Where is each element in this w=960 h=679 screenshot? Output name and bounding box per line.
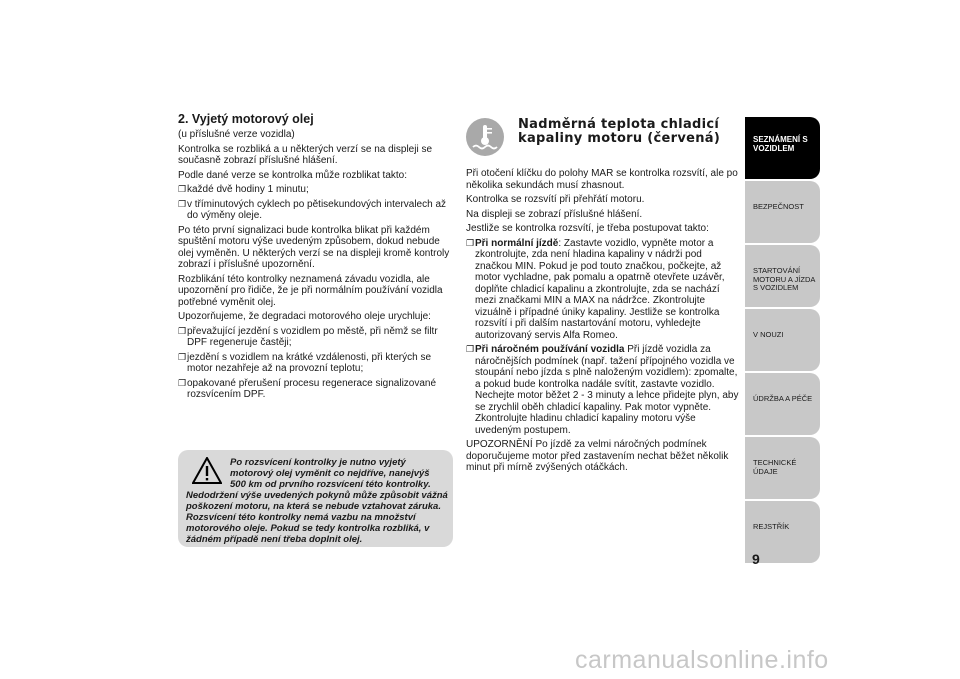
chapter-tabs — [745, 117, 820, 565]
paragraph: Při otočení klíčku do polohy MAR se kontrolka rozsvítí, ale po několika sekundách musí zhasnout. — [466, 168, 738, 191]
list-item: ❐ každé dvě hodiny 1 minutu; — [178, 184, 309, 195]
tab-seznameni[interactable]: SEZNÁMENÍ S VOZIDLEM — [745, 117, 820, 179]
item-label: Při náročném používání vozidla — [475, 344, 625, 355]
section-subheading: (u příslušné verze vozidla) — [178, 129, 295, 140]
watermark: carmanualsonline.info — [575, 646, 829, 674]
item-text: : Zastavte vozidlo, vypněte motor a zkontrolujte, zda není hladina kapaliny v nádrži pod značkou MIN. Pokud je pod touto značkou, počkejte, až motor vychladne, pak pomalu a opatrně otevřete uzávěr, doplňte chladicí kapalinu a zkontrolujte, zda se nachází mezi značkami MIN a MAX na nádržce. Zkontrolujte vizuálně i případné úniky kapaliny. Jestliže se kontrolka rozsvítí i při dalším nastartování motoru, vyhledejte autorizovaný servis Alfa Romeo. — [475, 237, 725, 341]
tab-bezpecnost[interactable]: BEZPEČNOST — [745, 181, 820, 243]
paragraph: Kontrolka se rozsvítí při přehřátí motoru. — [466, 194, 645, 205]
coolant-temperature-icon — [466, 118, 504, 156]
list-item: ❐ jezdění s vozidlem na krátké vzdálenosti, při kterých se motor nezahřeje až na provozní teplotu; — [178, 351, 431, 374]
list-item: ❐ převažující jezdění s vozidlem po městě, při němž se filtr DPF regeneruje častěji; — [178, 325, 438, 348]
item-label: Při normální jízdě — [475, 237, 559, 249]
page-number: 9 — [752, 551, 760, 567]
paragraph: Rozblikání této kontrolky neznamená závadu vozidla, ale upozornění pro řidiče, že je při normálním používání vozidla potřebné vyměnit olej. — [178, 273, 443, 308]
tab-udrzba[interactable]: ÚDRŽBA A PÉČE — [745, 373, 820, 435]
list-item: ❐ opakované přerušení procesu regenerace signalizované rozsvícením DPF. — [178, 377, 437, 400]
paragraph: Po této první signalizaci bude kontrolka blikat při každém spuštění motoru výše uvedeným způsobem, dokud nebude olej vyměněn. U některých verzí se na displeji kromě kontroly zobrazí i příslušné upozornění. — [178, 224, 450, 270]
right-column — [466, 168, 740, 477]
section-heading: 2. Vyjetý motorový olej — [178, 112, 314, 126]
paragraph: Kontrolka se rozbliká a u některých verzí se na displeji se současně zobrazí příslušné hlášení. — [178, 143, 433, 166]
checkbox-bullet-icon: ❐ — [178, 198, 187, 209]
checkbox-bullet-icon: ❐ — [466, 237, 475, 248]
list-item: ❐ v tříminutových cyklech po pětisekundových intervalech až do výměny oleje. — [178, 198, 447, 221]
checkbox-bullet-icon: ❐ — [466, 344, 475, 354]
paragraph: Jestliže se kontrolka rozsvítí, je třeba postupovat takto: — [466, 223, 709, 234]
checkbox-bullet-icon: ❐ — [178, 351, 187, 362]
paragraph: Upozorňujeme, že degradaci motorového oleje urychluje: — [178, 311, 431, 322]
paragraph: Na displeji se zobrazí příslušné hlášení. — [466, 208, 643, 220]
warning-text: Po rozsvícení kontrolky je nutno vyjetý motorový olej vyměnit co nejdříve, nanejvýš 500 km od prvního rozsvícení této kontrolky. Nedodržení výše uvedených pokynů může způsobit vážná poškození motoru, na která se nebude vztahovat záruka. Rozsvícení této kontrolky nemá vazbu na množství motorového oleje. Pokud se tedy kontrolka rozbliká, v žádném případě není třeba doplnit olej. — [186, 457, 448, 545]
tab-technicke-udaje[interactable]: TECHNICKÉ ÚDAJE — [745, 437, 820, 499]
tab-rejstrik[interactable]: REJSTŘÍK — [745, 501, 820, 563]
item-text: Při jízdě vozidla za náročnějších podmínek (např. tažení přípojného vozidla ve stoupání nebo jízda s plně naloženým vozidlem): zpomalte, a pokud bude kontrolka nadále svítit, zastavte vozidlo. Nechejte motor běžet 2 - 3 minuty a lehce přidejte plyn, aby se zrychlil oběh chladicí kapaliny. Pak motor vypněte. Zkontrolujte hladinu chladicí kapaliny motoru výše uvedeným postupem. — [475, 344, 739, 436]
warning-box — [178, 450, 453, 547]
warning-text-wrap — [186, 457, 448, 545]
list-item — [466, 344, 740, 436]
checkbox-bullet-icon: ❐ — [178, 325, 187, 336]
list-item — [466, 238, 740, 342]
left-column — [178, 113, 453, 404]
paragraph: UPOZORNĚNÍ Po jízdě za velmi náročných podmínek doporučujeme motor před zastavením nechat běžet několik minut při mírně zvýšených otáčkách. — [466, 439, 729, 473]
checkbox-bullet-icon: ❐ — [178, 184, 187, 194]
tab-startovani[interactable]: STARTOVÁNÍ MOTORU A JÍZDA S VOZIDLEM — [745, 245, 820, 307]
tab-v-nouzi[interactable]: V NOUZI — [745, 309, 820, 371]
paragraph: Podle dané verze se kontrolka může rozblikat takto: — [178, 169, 408, 181]
section-header — [466, 118, 741, 166]
checkbox-bullet-icon: ❐ — [178, 377, 187, 388]
section-title: Nadměrná teplota chladicí kapaliny motoru (červená) — [518, 117, 721, 146]
